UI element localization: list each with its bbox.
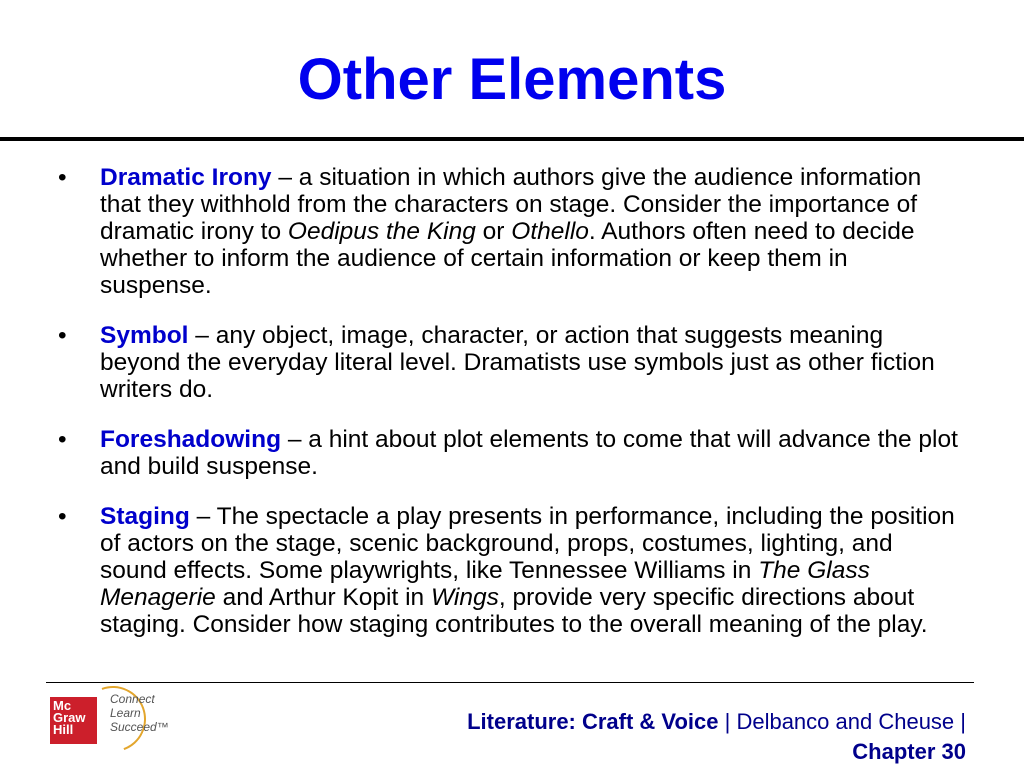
bullet-definition: , provide very specific directions about staging. Consider how staging contributes to the overall meaning of the play. bbox=[100, 584, 928, 638]
slide-title: Other Elements bbox=[297, 47, 727, 112]
bullet-definition: and Arthur Kopit in bbox=[215, 584, 431, 611]
bullet-item bbox=[56, 503, 966, 638]
work-title: Oedipus the King bbox=[287, 218, 476, 245]
separator: | bbox=[954, 709, 966, 734]
bullet-marker: • bbox=[58, 164, 67, 191]
tagline-line: Succeed™ bbox=[110, 720, 169, 734]
bullet-text bbox=[100, 503, 966, 638]
chapter-label: Chapter 30 bbox=[852, 739, 966, 764]
work-title: The Glass Menagerie bbox=[100, 557, 870, 611]
bullet-definition: – any object, image, character, or action that suggests meaning beyond the everyday literal level. Dramatists use symbols just as other fiction writers do. bbox=[100, 322, 935, 403]
bullet-marker: • bbox=[58, 322, 67, 349]
bullet-text bbox=[100, 322, 966, 403]
logo-line: Graw bbox=[53, 710, 86, 725]
book-title: Literature: Craft & Voice bbox=[467, 709, 719, 734]
bullet-marker: • bbox=[58, 503, 67, 530]
bullet-term: Dramatic Irony bbox=[100, 164, 272, 191]
logo-tagline bbox=[110, 692, 169, 734]
bullet-text bbox=[100, 426, 966, 480]
bullet-definition: . Authors often need to decide whether to inform the audience of certain information or keep them in suspense. bbox=[100, 218, 915, 299]
bullet-item bbox=[56, 322, 966, 403]
bullet-definition: – a hint about plot elements to come that will advance the plot and build suspense. bbox=[100, 426, 958, 480]
work-title: Othello bbox=[511, 218, 589, 245]
bullet-term: Staging bbox=[100, 503, 190, 530]
bullet-marker: • bbox=[58, 426, 67, 453]
footer-citation bbox=[467, 707, 966, 767]
separator: | bbox=[718, 709, 737, 734]
bullet-definition: – The spectacle a play presents in performance, including the position of actors on the stage, scenic background, props, costumes, lighting, and sound effects. Some playwrights, like Tennessee Williams in bbox=[100, 503, 955, 584]
bullet-item bbox=[56, 164, 966, 299]
work-title: Wings bbox=[430, 584, 499, 611]
bullet-text bbox=[100, 164, 966, 299]
bullet-term: Symbol bbox=[100, 322, 189, 349]
tagline-line: Connect bbox=[110, 692, 155, 706]
footer-divider bbox=[46, 682, 974, 683]
bullet-list bbox=[56, 164, 966, 661]
logo-line: Mc bbox=[53, 698, 72, 713]
logo-line: Hill bbox=[53, 722, 74, 737]
tagline-line: Learn bbox=[110, 706, 141, 720]
bullet-item bbox=[56, 426, 966, 480]
title-divider bbox=[0, 137, 1024, 141]
bullet-definition: or bbox=[475, 218, 512, 245]
authors: Delbanco and Cheuse bbox=[736, 709, 955, 734]
bullet-definition: – a situation in which authors give the audience information that they withhold from the characters on stage. Consider the importance of dramatic irony to bbox=[100, 164, 922, 245]
bullet-term: Foreshadowing bbox=[100, 426, 282, 453]
